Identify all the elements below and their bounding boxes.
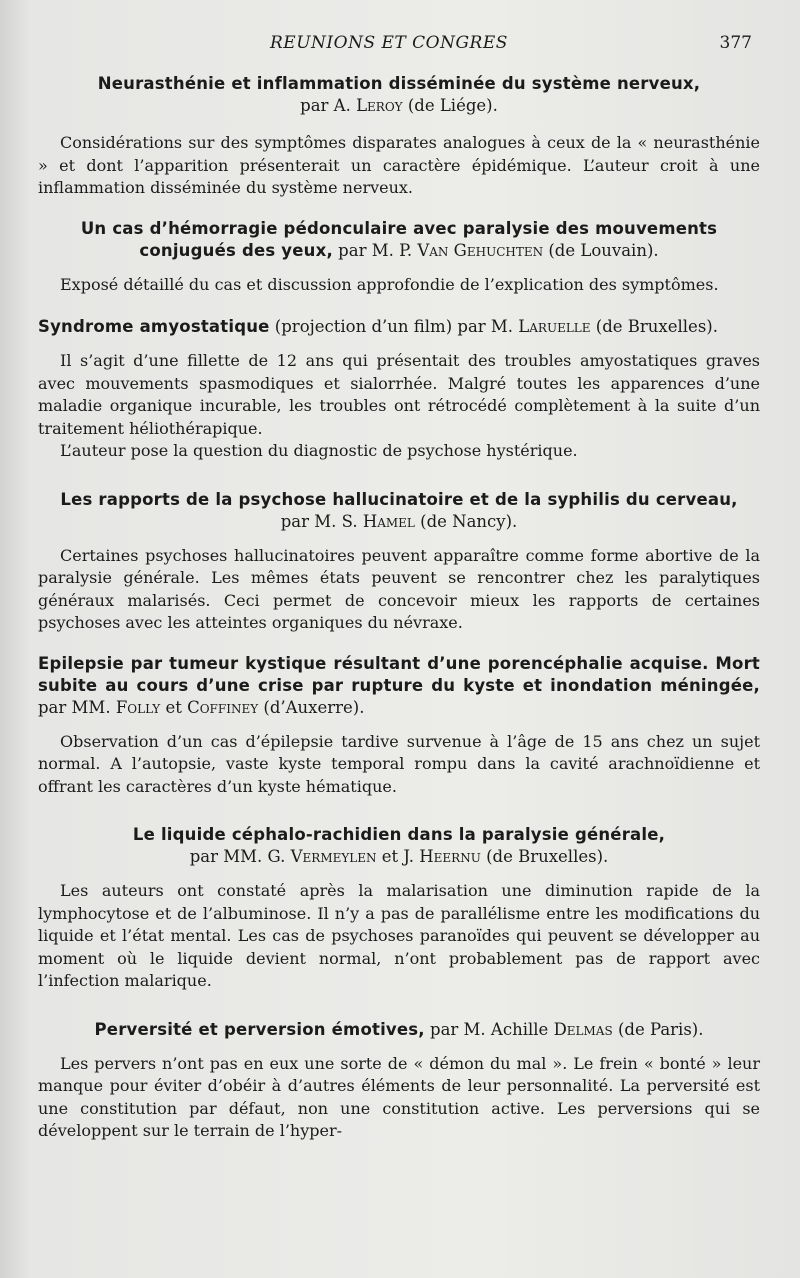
paragraph: L’auteur pose la question du diagnostic de psychose hystérique. (60, 441, 578, 460)
section-title (38, 824, 760, 868)
section-body (38, 880, 760, 993)
section-folly-coffiney (38, 653, 760, 799)
author-name: Heernu (419, 847, 481, 866)
author-name: Van Gehuchten (417, 240, 544, 260)
title-author-prefix: par MM. (38, 697, 116, 717)
author-origin: (de Paris). (612, 1019, 704, 1039)
section-vermeylen-heernu (38, 824, 760, 993)
author-name: Coffiney (187, 697, 259, 717)
title-author-prefix: par A. (300, 96, 357, 115)
author-origin: (de Nancy). (414, 511, 518, 531)
section-title (38, 73, 760, 117)
author-joiner: et (160, 697, 188, 717)
paragraph: Exposé détaillé du cas et discussion approfondie de l’explication des symptômes. (60, 274, 719, 294)
title-bold: Un cas d’hémorragie pédonculaire avec paralysie des mouvements conjugués des yeux, (80, 218, 718, 260)
page-number: 377 (719, 33, 752, 53)
section-title (38, 489, 760, 533)
section-body (38, 1053, 760, 1143)
title-bold: Perversité et perversion émotives, (94, 1019, 425, 1039)
author-name: Leroy (356, 96, 403, 115)
author-origin: (d’Auxerre). (258, 697, 365, 717)
title-bold: Neurasthénie et inflammation disséminée du système nerveux, (97, 74, 701, 93)
section-body (38, 350, 760, 463)
section-title (38, 653, 760, 719)
section-body (38, 731, 760, 799)
section-body (38, 132, 760, 200)
section-title (38, 316, 760, 338)
section-delmas (38, 1019, 760, 1143)
title-bold: Epilepsie par tumeur kystique résultant d’une porencéphalie acquise. Mort subite au cours d’une crise par rupture du kyste et inondation méningée, (38, 653, 760, 695)
author-origin: (de Bruxelles). (480, 847, 609, 866)
running-head: REUNIONS ET CONGRES (270, 33, 508, 53)
title-author-prefix: par M. S. (280, 511, 363, 531)
author-name: Vermeylen (290, 847, 377, 866)
paragraph: Certaines psychoses hallucinatoires peuvent apparaître comme forme abortive de la paralysie générale. Les mêmes états peuvent se rencontrer chez les paralytiques généraux malarisés. Ceci permet de concevoir mieux les rapports de certaines psychoses avec les atteintes organiques du névraxe. (38, 545, 760, 632)
title-bold: Le liquide céphalo-rachidien dans la paralysie générale, (132, 825, 666, 844)
author-name: Folly (115, 697, 161, 717)
author-name: Laruelle (518, 317, 591, 336)
section-title (38, 1019, 760, 1041)
author-origin: (de Bruxelles). (590, 317, 718, 336)
section-leroy (38, 73, 760, 200)
section-body (38, 274, 760, 297)
author-name: Hamel (362, 511, 415, 531)
title-bold: Les rapports de la psychose hallucinatoire et de la syphilis du cerveau, (60, 489, 738, 509)
title-author-prefix: par M. P. (332, 240, 418, 260)
paragraph: Il s’agit d’une fillette de 12 ans qui présentait des troubles amyostatiques graves avec mouvements spasmodiques et sialorrhée. Malgré toutes les apparences d’une maladie organique incurable, les troubles ont rétrocédé complètement à la suite d’un traitement héliothérapique. (38, 351, 760, 438)
section-van-gehuchten (38, 218, 760, 297)
author-joiner: et J. (376, 847, 420, 866)
section-laruelle (38, 316, 760, 463)
paragraph: Les pervers n’ont pas en eux une sorte de « démon du mal ». Le frein « bonté » leur manque pour éviter d’obéir à d’autres éléments de leur personnalité. La perversité est une constitution par défaut, non une constitution active. Les perversions qui se développent sur le terrain de l’hyper- (38, 1053, 760, 1140)
paragraph: Considérations sur des symptômes disparates analogues à ceux de la « neurasthénie » et dont l’apparition présenterait un caractère épidémique. L’auteur croit à une inflammation disséminée du système nerveux. (38, 133, 760, 197)
paragraph: Observation d’un cas d’épilepsie tardive survenue à l’âge de 15 ans chez un sujet normal. A l’autopsie, vaste kyste temporal rompu dans la cavité arachnoïdienne et offrant les caractères d’un kyste hématique. (38, 731, 760, 796)
content (38, 73, 760, 1143)
title-author-prefix: par M. Achille (424, 1019, 554, 1039)
section-body (38, 545, 760, 635)
title-author-prefix: par MM. G. (189, 847, 291, 866)
author-origin: (de Louvain). (543, 240, 659, 260)
section-hamel (38, 489, 760, 635)
section-title (38, 218, 760, 262)
title-bold: Syndrome amyostatique (38, 317, 270, 336)
author-origin: (de Liége). (402, 96, 498, 115)
author-name: Delmas (553, 1019, 613, 1039)
page-header (0, 33, 800, 55)
title-author-prefix: (projection d’un film) par M. (269, 317, 519, 336)
paragraph: Les auteurs ont constaté après la malarisation une diminution rapide de la lymphocytose et de l’albuminose. Il n’y a pas de parallélisme entre les modifications du liquide et l’état mental. Les cas de psychoses paranoïdes qui peuvent se développer au moment où le liquide devient normal, n’ont probablement pas de rapport avec l’infection malarique. (38, 881, 760, 990)
